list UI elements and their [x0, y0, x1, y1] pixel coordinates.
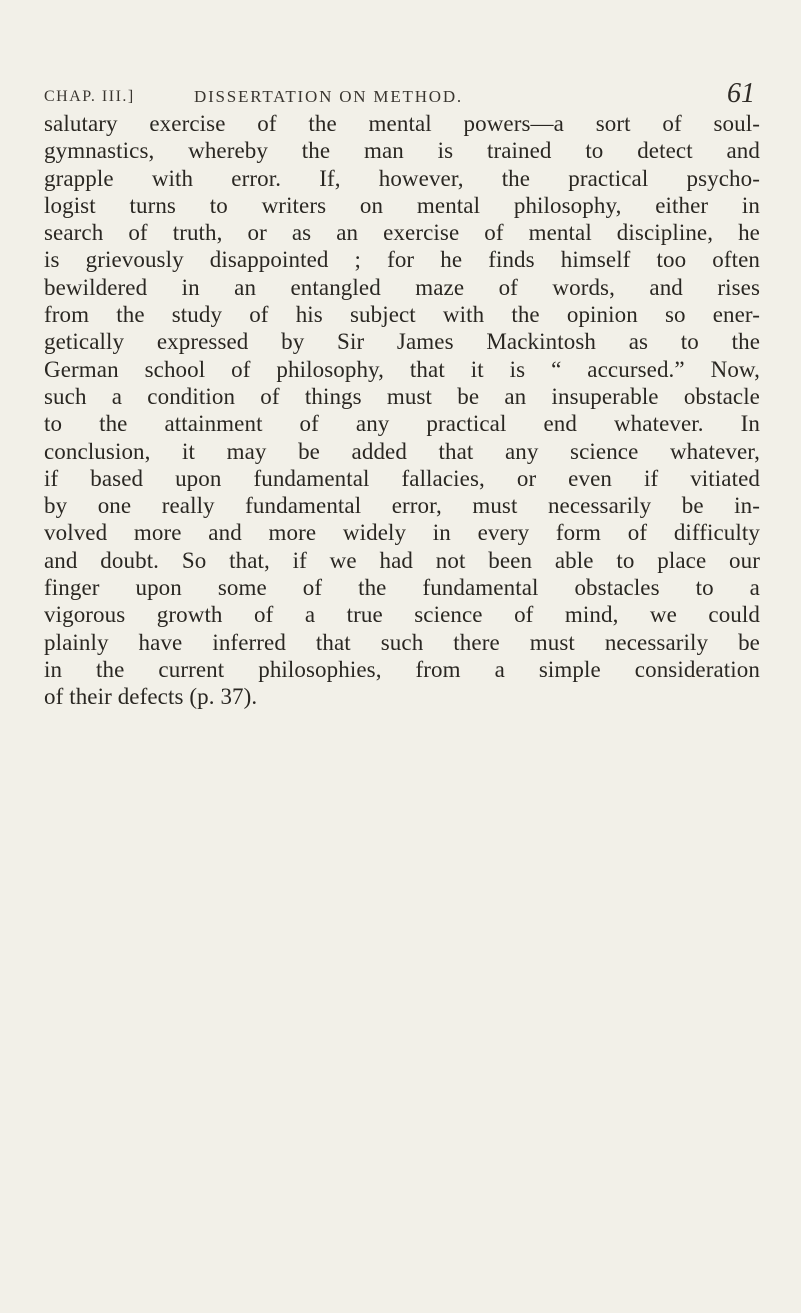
- text-line: salutary exercise of the mental powers—a sort of soul-: [44, 111, 760, 136]
- page-number: 61: [727, 78, 755, 109]
- chapter-label: CHAP. III.]: [44, 88, 135, 105]
- text-line: and doubt. So that, if we had not been able to place our: [44, 547, 760, 573]
- text-line: such a condition of things must be an insuperable obstacle: [44, 383, 760, 409]
- text-line: finger upon some of the fundamental obstacles to a: [44, 575, 760, 601]
- text-line: plainly have inferred that such there must necessarily be: [44, 629, 760, 655]
- text-line: from the study of his subject with the opinion so ener-: [44, 302, 760, 328]
- text-line: gymnastics, whereby the man is trained to detect and: [44, 138, 760, 164]
- running-title: DISSERTATION ON METHOD.: [194, 87, 463, 106]
- text-line: search of truth, or as an exercise of mental discipline, he: [44, 220, 760, 246]
- text-line: if based upon fundamental fallacies, or even if vitiated: [44, 465, 760, 491]
- text-line: conclusion, it may be added that any science whatever,: [44, 438, 760, 464]
- text-line: bewildered in an entangled maze of words, and rises: [44, 274, 760, 300]
- text-line: grapple with error. If, however, the practical psycho-: [44, 165, 760, 191]
- text-line: getically expressed by Sir James Mackintosh as to the: [44, 329, 760, 355]
- body-paragraph: [44, 110, 760, 711]
- text-line: to the attainment of any practical end whatever. In: [44, 411, 760, 437]
- text-line: volved more and more widely in every form of difficulty: [44, 520, 760, 546]
- text-line: vigorous growth of a true science of mind, we could: [44, 602, 760, 628]
- text-line: by one really fundamental error, must necessarily be in-: [44, 493, 760, 519]
- text-line: German school of philosophy, that it is “ accursed.” Now,: [44, 356, 760, 382]
- text-line: is grievously disappointed ; for he finds himself too often: [44, 247, 760, 273]
- text-line: in the current philosophies, from a simple consideration: [44, 656, 760, 682]
- text-line: of their defects (p. 37).: [44, 684, 258, 710]
- text-line: logist turns to writers on mental philosophy, either in: [44, 192, 760, 218]
